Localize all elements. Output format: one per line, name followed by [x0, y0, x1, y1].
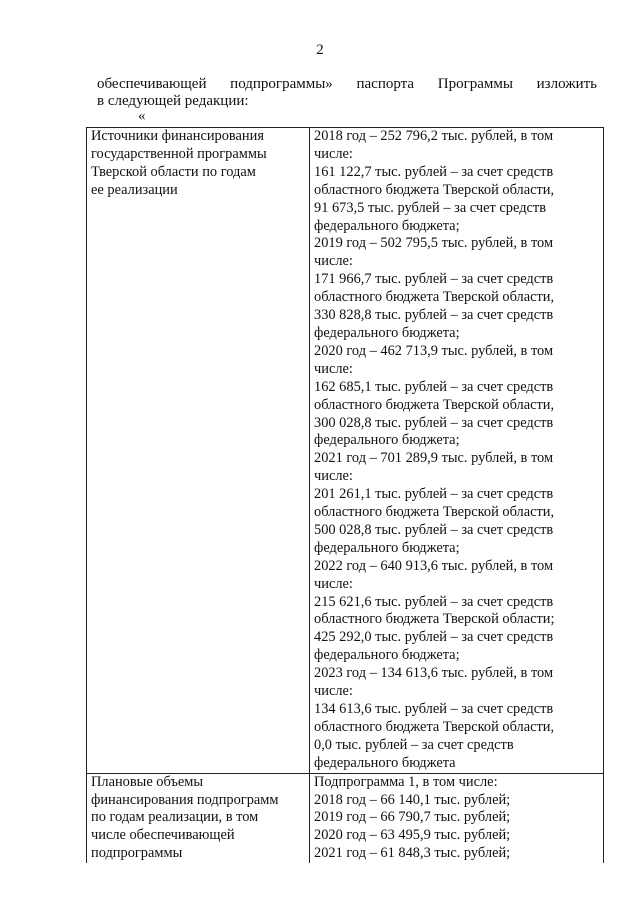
- funding-sources-label-line: государственной программы: [91, 145, 267, 162]
- funding-sources-value-line: числе:: [314, 468, 353, 485]
- subprogram-volumes-value-cell: [310, 773, 604, 863]
- page-number: 2: [316, 42, 324, 58]
- subprogram-volumes-value-line: Подпрограмма 1, в том числе:: [314, 773, 498, 790]
- funding-sources-value-line: 162 685,1 тыс. рублей – за счет средств: [314, 378, 554, 395]
- funding-sources-value-line: областного бюджета Тверской области,: [314, 504, 555, 521]
- funding-sources-value-line: 215 621,6 тыс. рублей – за счет средств: [314, 593, 554, 610]
- funding-sources-label-line: Источники финансирования: [91, 128, 264, 144]
- intro-line-1: обеспечивающей подпрограммы» паспорта Программы изложить: [97, 76, 597, 92]
- subprogram-volumes-value-line: 2021 год – 61 848,3 тыс. рублей;: [314, 845, 511, 862]
- funding-sources-value-line: 2019 год – 502 795,5 тыс. рублей, в том: [314, 235, 554, 252]
- funding-sources-value-line: 2018 год – 252 796,2 тыс. рублей, в том: [314, 128, 554, 144]
- funding-sources-value-line: числе:: [314, 145, 353, 162]
- subprogram-volumes-label-line: по годам реализации, в том: [91, 809, 259, 826]
- intro-line-2: в следующей редакции:: [97, 93, 249, 109]
- subprogram-volumes-value-line: 2018 год – 66 140,1 тыс. рублей;: [314, 791, 511, 808]
- funding-sources-value-line: федерального бюджета;: [314, 647, 460, 664]
- funding-sources-value-line: числе:: [314, 575, 353, 592]
- funding-sources-value-line: областного бюджета Тверской области,: [314, 289, 555, 306]
- passport-table: [86, 127, 604, 863]
- opening-quote: «: [138, 108, 146, 124]
- funding-sources-value-line: 330 828,8 тыс. рублей – за счет средств: [314, 307, 554, 324]
- funding-sources-label-line: ее реализации: [91, 181, 178, 198]
- funding-sources-value-line: федерального бюджета: [314, 754, 456, 771]
- funding-sources-value-line: 2023 год – 134 613,6 тыс. рублей, в том: [314, 665, 554, 682]
- funding-sources-value-line: 171 966,7 тыс. рублей – за счет средств: [314, 271, 554, 288]
- subprogram-volumes-label-line: Плановые объемы: [91, 773, 204, 790]
- funding-sources-value-line: числе:: [314, 360, 353, 377]
- funding-sources-value-line: федерального бюджета;: [314, 539, 460, 556]
- funding-sources-value-line: федерального бюджета;: [314, 217, 460, 234]
- funding-sources-value-line: 161 122,7 тыс. рублей – за счет средств: [314, 163, 554, 180]
- funding-sources-value-cell: [310, 128, 604, 774]
- funding-sources-value-line: 91 673,5 тыс. рублей – за счет средств: [314, 199, 546, 216]
- funding-sources-value-line: 2020 год – 462 713,9 тыс. рублей, в том: [314, 342, 554, 359]
- subprogram-volumes-value-line: 2020 год – 63 495,9 тыс. рублей;: [314, 827, 511, 844]
- subprogram-volumes-label-line: финансирования подпрограмм: [91, 791, 279, 808]
- subprogram-volumes-label-line: числе обеспечивающей: [91, 827, 235, 844]
- subprogram-volumes-label-line: подпрограммы: [91, 845, 183, 862]
- funding-sources-value-line: областного бюджета Тверской области;: [314, 611, 555, 628]
- funding-sources-value-line: 134 613,6 тыс. рублей – за счет средств: [314, 701, 554, 717]
- funding-sources-value-line: федерального бюджета;: [314, 324, 460, 341]
- funding-sources-value-line: числе:: [314, 683, 353, 700]
- funding-sources-value-line: 0,0 тыс. рублей – за счет средств: [314, 736, 514, 753]
- funding-sources-value-line: областного бюджета Тверской области,: [314, 718, 555, 735]
- funding-sources-value-line: числе:: [314, 253, 353, 270]
- funding-sources-value-line: 300 028,8 тыс. рублей – за счет средств: [314, 414, 554, 431]
- funding-sources-value-line: 2022 год – 640 913,6 тыс. рублей, в том: [314, 557, 554, 574]
- funding-sources-value-line: 425 292,0 тыс. рублей – за счет средств: [314, 629, 554, 646]
- intro-paragraph: [97, 76, 597, 110]
- subprogram-volumes-label-cell: [87, 773, 310, 863]
- funding-sources-value-line: областного бюджета Тверской области,: [314, 396, 555, 413]
- funding-sources-value-line: 500 028,8 тыс. рублей – за счет средств: [314, 521, 554, 538]
- funding-sources-label-cell: [87, 128, 310, 774]
- table-row-subprogram-volumes: [87, 773, 604, 863]
- funding-sources-label-line: Тверской области по годам: [91, 163, 256, 180]
- funding-sources-value-line: федерального бюджета;: [314, 432, 460, 449]
- funding-sources-value-line: областного бюджета Тверской области,: [314, 181, 555, 198]
- funding-sources-value-line: 2021 год – 701 289,9 тыс. рублей, в том: [314, 450, 554, 467]
- funding-sources-value-line: 201 261,1 тыс. рублей – за счет средств: [314, 486, 554, 503]
- subprogram-volumes-value-line: 2019 год – 66 790,7 тыс. рублей;: [314, 809, 511, 826]
- table-row-funding-sources: [87, 128, 604, 774]
